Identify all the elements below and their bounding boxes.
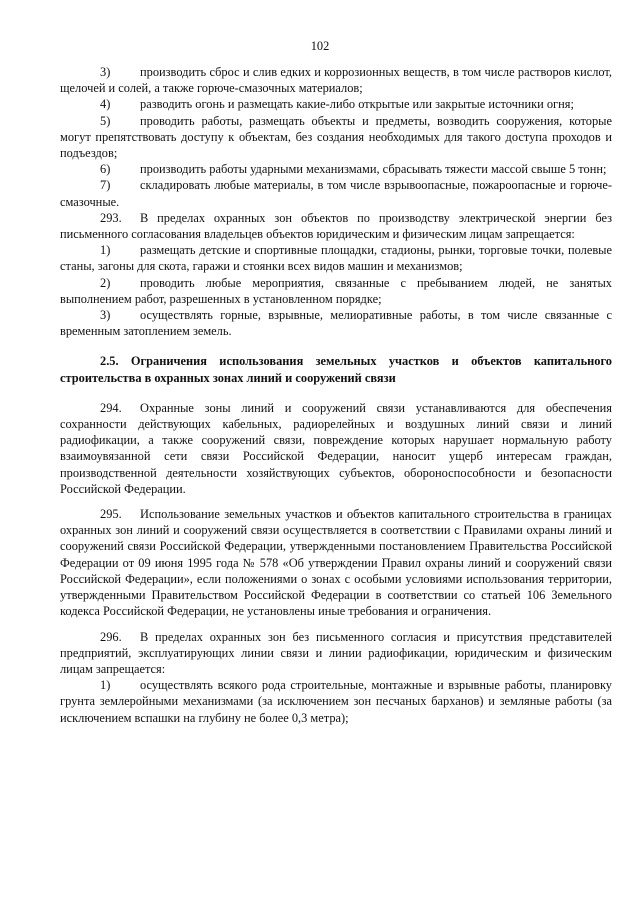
item-text: производить сброс и слив едких и коррозионных веществ, в том числе растворов кислот, щелочей и солей, а также горюче-смазочных материалов; — [60, 65, 612, 96]
clause-text: Использование земельных участков и объектов капитального строительства в границах охранных зон линий и сооружений связи осуществляется в соответствии с Правилами охраны линий и сооружений связи Российской Федерации, утвержденными постановлением Правительства Российской Федерации от 09 июня 1995 года № 578 «Об утверждении Правил охраны линий и сооружений связи Российской Федерации», если положениями о зонах с особыми условиями использования территории, утвержденными Правительством Российской Федерации в соответствии со статьей 106 Земельного кодекса Российской Федерации, не установлены иные требования и ограничения. — [60, 507, 612, 619]
item-text: проводить работы, размещать объекты и предметы, возводить сооружения, которые могут препятствовать доступу к объектам, без создания необходимых для такого доступа проходов и подъездов; — [60, 113, 612, 161]
item-text: разводить огонь и размещать какие-либо открытые или закрытые источники огня; — [140, 97, 574, 112]
list-item — [60, 161, 612, 177]
clause-number: 294. — [100, 400, 122, 415]
clause-number: 295. — [100, 507, 122, 522]
list-item — [60, 677, 612, 726]
item-number: 7) — [100, 178, 111, 193]
item-text: производить работы ударными механизмами, сбрасывать тяжести массой свыше 5 тонн; — [140, 162, 607, 177]
item-number: 3) — [100, 308, 111, 323]
list-item — [60, 242, 612, 274]
section-heading: 2.5. Ограничения использования земельных участков и объектов капитального строительства в охранных зонах линий и сооружений связи — [60, 354, 612, 385]
item-number: 1) — [100, 678, 111, 693]
clause-text: В пределах охранных зон объектов по производству электрической энергии без письменного согласования владельцев объектов юридическим и физическим лицам запрещается: — [60, 210, 612, 242]
clause-text: Охранные зоны линий и сооружений связи устанавливаются для обеспечения сохранности действующих кабельных, радиорелейных и воздушных линий связи и линий радиофикации, а также сооружений связи, повреждение которых нарушает нормальную работу взаимоувязанной сети связи Российской Федерации, наносит ущерб интересам граждан, производственной деятельности хозяйствующих субъектов, обороноспособности и безопасности Российской Федерации. — [60, 400, 612, 496]
item-number: 1) — [100, 243, 111, 258]
item-text: размещать детские и спортивные площадки, стадионы, рынки, торговые точки, полевые станы, загоны для скота, гаражи и стоянки всех видов машин и механизмов; — [60, 243, 612, 274]
item-number: 4) — [100, 97, 111, 112]
item-number: 6) — [100, 162, 111, 177]
clause-paragraph — [60, 210, 612, 242]
list-item — [60, 307, 612, 339]
page-number: 102 — [310, 39, 330, 53]
clause-number: 293. — [100, 210, 122, 225]
item-text: осуществлять горные, взрывные, мелиоративные работы, в том числе связанные с временным затоплением земель. — [60, 308, 612, 339]
clause-paragraph — [60, 400, 612, 497]
clause-number: 296. — [100, 629, 122, 644]
list-item — [60, 177, 612, 209]
document-body — [60, 64, 612, 726]
item-text: осуществлять всякого рода строительные, монтажные и взрывные работы, планировку грунта землеройными механизмами (за исключением зон песчаных барханов) и земляные работы (за исключением вспашки на глубину не более 0,3 метра); — [60, 678, 612, 725]
item-text: проводить любые мероприятия, связанные с пребыванием людей, не занятых выполнением работ, разрешенных в установленном порядке; — [60, 275, 612, 306]
item-number: 2) — [100, 275, 111, 290]
list-item — [60, 96, 612, 112]
item-number: 5) — [100, 113, 111, 128]
item-number: 3) — [100, 65, 111, 79]
list-item — [60, 113, 612, 162]
clause-text: В пределах охранных зон без письменного согласия и присутствия представителей предприятий, эксплуатирующих линии связи и линии радиофикации, юридическим и физическим лицам запрещается: — [60, 629, 612, 676]
item-text: складировать любые материалы, в том числе взрывоопасные, пожароопасные и горюче-смазочные. — [60, 178, 612, 209]
clause-paragraph — [60, 629, 612, 678]
clause-paragraph — [60, 506, 612, 619]
list-item — [60, 275, 612, 307]
list-item — [60, 64, 612, 96]
